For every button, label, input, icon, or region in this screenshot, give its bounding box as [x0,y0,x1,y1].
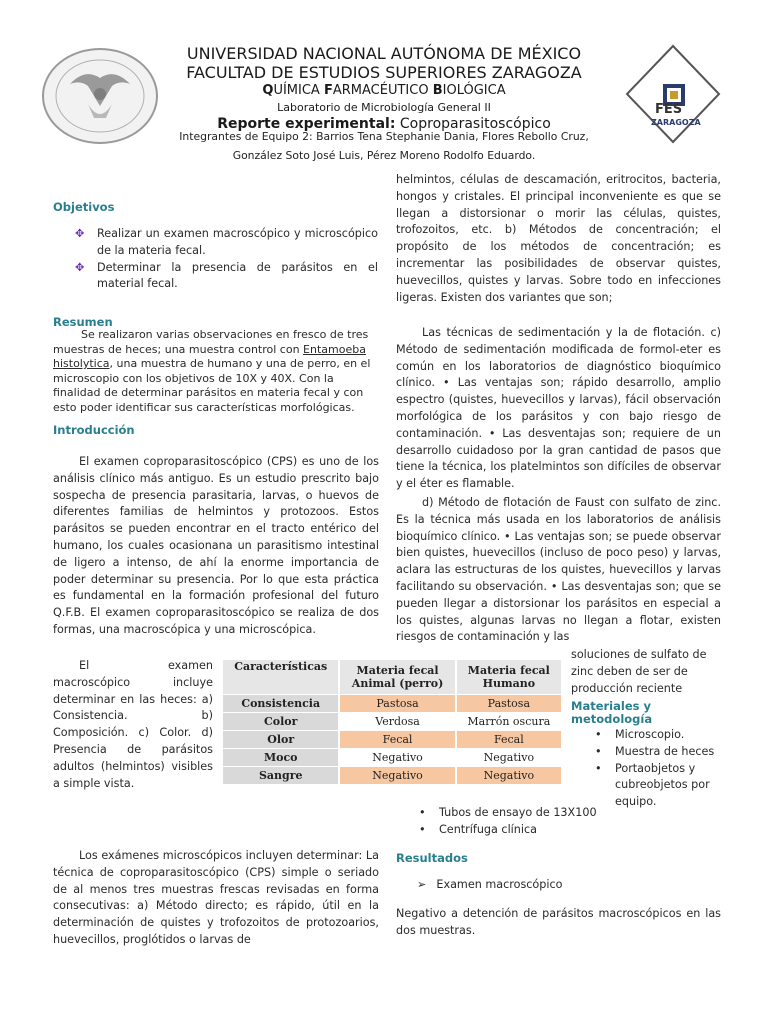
row-label: Moco [223,749,339,767]
members-line-1: Integrantes de Equipo 2: Barrios Tena Stephanie Dania, Flores Rebollo Cruz, [179,130,589,143]
materiales-list-b [417,805,637,839]
plus-bullet-icon: ✥ [75,260,85,274]
materiales-heading: Materiales y metodología [571,699,653,726]
introduccion-p3: Los exámenes microscópicos incluyen determinar: La técnica de coproparasitoscópico (CPS) simple o seriado de al menos tres muestras frescas revisadas en forma consecutivas: a) Método directo; es rápido, útil en la determinación de quistes y trofozoitos de protozoarios, huevecillos, proglótidos o larvas de [53,849,379,946]
zaragoza-text: ZARAGOZA [651,118,701,127]
career-part-1: UÍMICA [273,83,324,98]
material-text: Tubos de ensayo de 13X100 [439,806,597,819]
resultados-text: Negativo a detención de parásitos macroscópicos en las dos muestras. [396,907,721,937]
col2-p3: d) Método de flotación de Faust con sulfato de zinc. Es la técnica más usada en los laboratorios de análisis bioquímico clínico. • Las ventajas son; se puede observar bien quistes, huevecillos (incluso de poco peso) y larvas, aclara las estructuras de los quistes, huevecillos y larvas facilitando su observación. • Las desventajas son; que se pueden llegar a distorsionar los parásitos en especial a los quistes, algunas larvas no llegan a flotar, existen riesgos de contaminación y las [396,496,721,644]
university-name: UNIVERSIDAD NACIONAL AUTÓNOMA DE MÉXICO [186,44,582,63]
resumen-p2: , una muestra de humano y una de perro, en el microscopio con los objetivos de 10X y 40X. Con la finalidad de determinar parásitos en materia fecal y con esto poder identificar sus características morfológicas. [53,357,371,414]
table-row [223,767,562,785]
resultados-heading: Resultados [396,851,468,865]
objetivo-text: Determinar la presencia de parásitos en el material fecal. [97,260,378,291]
table-row [223,749,562,767]
table-cell: Negativo [456,749,562,767]
resultados-item-text: Examen macroscópico [436,878,563,891]
bullet-icon: • [595,728,602,741]
table-cell: Fecal [339,731,455,749]
career-name [150,83,618,99]
report-prefix: Reporte experimental: [217,116,396,132]
career-initial-b: B [432,83,443,98]
col2-p3-continued: soluciones de sulfato de zinc deben de ser de producción reciente [571,648,707,695]
resumen-text [53,328,379,416]
table-cell: Marrón oscura [456,713,562,731]
col2-p1: helmintos, células de descamación, eritrocitos, bacteria, hongos y cristales. El principal inconveniente es que se llegan a distorsionar o morir las células, quistes, trofozoitos, etc. b) Métodos de concentración; el propósito de los métodos de concentración; es incrementar las posibilidades de observar quistes, huevecillos, quistes y larvas. Sobre todo en infecciones ligeras. Existen dos variantes que son; [396,173,721,304]
plus-bullet-icon: ✥ [75,227,85,240]
arrow-bullet-icon: ➢ [417,878,427,891]
table-cell: Pastosa [456,695,562,713]
table-row [223,713,562,731]
header-cell: Materia fecal Animal (perro) [339,660,455,695]
material-text: Muestra de heces [615,744,715,758]
row-label: Consistencia [223,695,339,713]
fes-text: FES [655,102,683,117]
materiales-list-a [593,727,725,811]
members-line-2: González Soto José Luis, Pérez Moreno Rodolfo Eduardo. [232,149,536,162]
introduccion-p1: El examen coproparasitoscópico (CPS) es uno de los análisis clínico más antiguo. Es un estudio prescrito bajo sospecha de presencia parasitaria, larvas, o huevos de diferentes familias de helmintos y protozoos. Estos parásitos se pueden encontrar en el tracto entérico del humano, los cuales ocasionana un parasitismo intestinal de ligero a intenso, de ahí la enorme importancia de poder determinar su presencia. Por lo que esta práctica es fundamental en la formación profesional del futuro Q.F.B. El examen coproparasitoscópico se realiza de dos formas, una macroscópica y una microscópica. [53,455,379,636]
resumen-p1: Se realizaron varias observaciones en fresco de tres muestras de heces; una muestra control con [53,328,369,356]
bullet-icon: • [419,822,426,836]
list-item [53,226,378,260]
unam-seal-logo [40,46,160,146]
list-item [417,822,637,839]
table-cell: Pastosa [339,695,455,713]
table-cell: Negativo [339,767,455,785]
objetivo-text: Realizar un examen macroscópico y microscópico de la materia fecal. [97,227,378,257]
objetivos-list [53,226,378,293]
row-label: Color [223,713,339,731]
header-cell: Materia fecal Humano [456,660,562,695]
faculty-name: FACULTAD DE ESTUDIOS SUPERIORES ZARAGOZA [186,63,582,82]
material-text: Microscopio. [615,728,685,741]
resultados-item [417,877,562,894]
table-row [223,731,562,749]
report-title: Coproparasitoscópico [399,116,551,132]
bullet-icon: • [419,806,426,819]
resumen-species: Entamoeba histolytica [53,342,366,371]
table-row [223,695,562,713]
fes-zaragoza-logo [625,44,721,144]
results-table [223,660,563,785]
header [150,44,618,133]
table-header-row [223,660,562,695]
bullet-icon: • [595,761,602,775]
material-text: Portaobjetos y cubreobjetos por equipo. [615,761,710,809]
career-initial-f: F [323,83,333,98]
career-part-2: ARMACÉUTICO [332,83,433,98]
material-text: Centrífuga clínica [439,822,537,836]
list-item [593,761,725,811]
col2-p2: Las técnicas de sedimentación y la de flotación. c) Método de sedimentación modificada de formol-eter es común en los laboratorios de diagnóstico bioquímico clínico. • Las ventajas son; rápido desarrollo, amplio espectro (quistes, huevecillos y larvas), fácil observación morfológica de los parásitos y con bajo riesgo de contaminación. • Las desventajas son; requiere de un desarrollo cuidadoso por la gran cantidad de pasos que tiene la técnica, los platelmintos son difíciles de observar y el éter es flamable. [396,326,721,491]
table-cell: Verdosa [339,713,455,731]
introduccion-heading: Introducción [53,423,135,437]
career-initial-q: Q [262,83,274,98]
career-part-3: IOLÓGICA [442,83,506,98]
table-cell: Negativo [456,767,562,785]
row-label: Olor [223,731,339,749]
list-item [593,727,725,744]
objetivos-heading: Objetivos [53,200,115,214]
lab-name: Laboratorio de Microbiología General II [277,101,491,114]
header-cell: Características [223,660,339,695]
list-item [417,805,637,822]
row-label: Sangre [223,767,339,785]
table-cell: Fecal [456,731,562,749]
table-cell: Negativo [339,749,455,767]
resumen-heading: Resumen [53,315,113,329]
bullet-icon: • [595,744,602,758]
list-item [593,744,725,761]
introduccion-p2: El examen macroscópico incluye determinar en las heces: a) Consistencia. b) Composición. c) Color. d) Presencia de parásitos adultos (helmintos) visibles a simple vista. [53,659,213,790]
list-item [53,260,378,294]
